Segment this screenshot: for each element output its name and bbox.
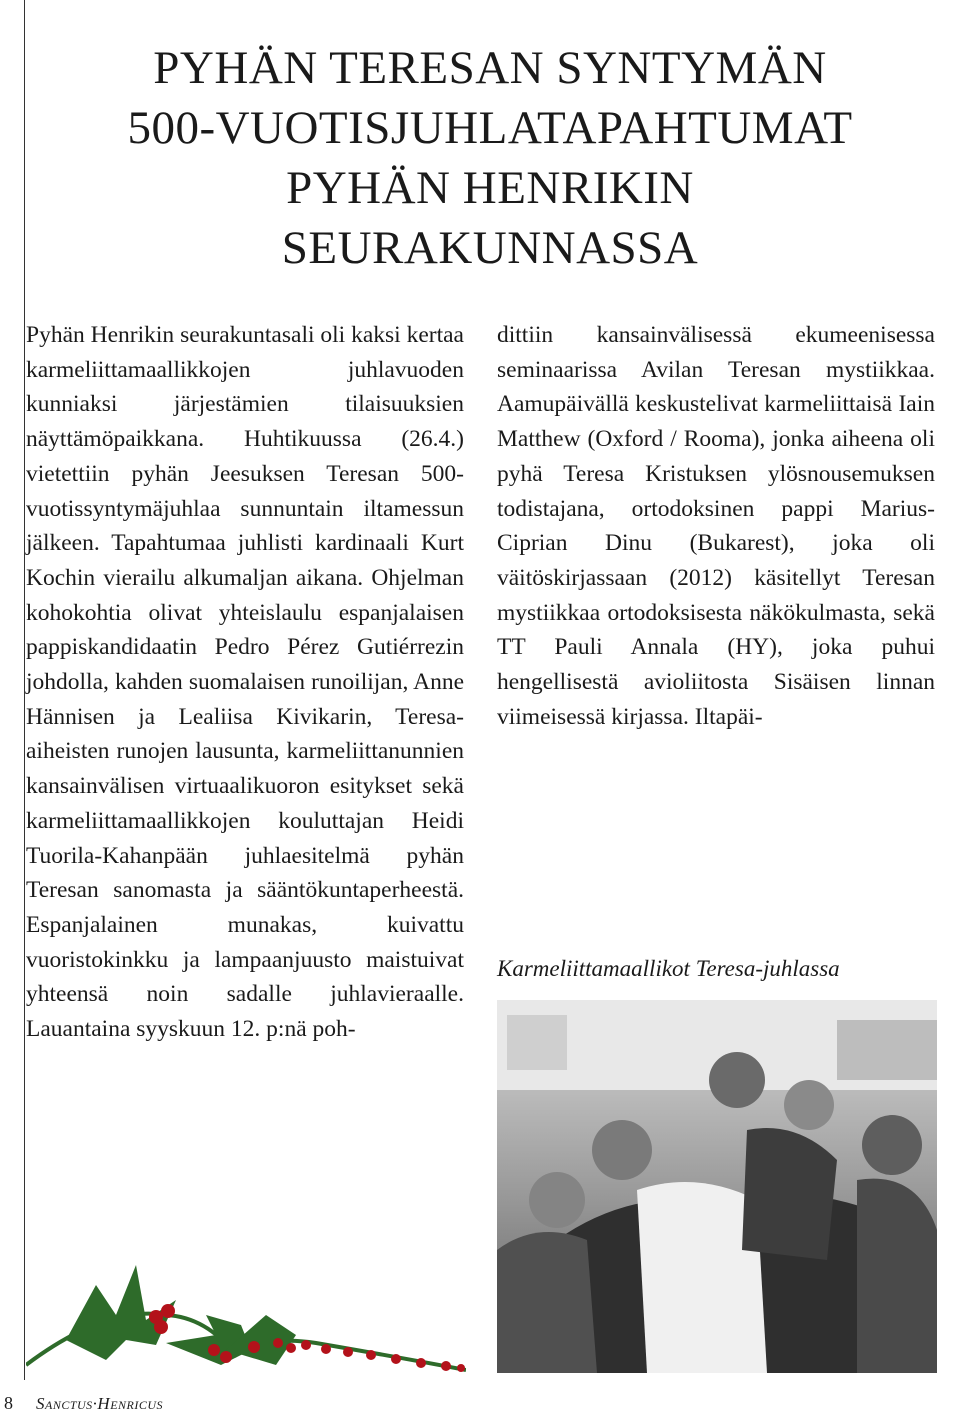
photo-caption: Karmeliittamaallikot Teresa-juhlassa: [497, 956, 840, 981]
group-photo: [497, 1000, 937, 1373]
page-number: 8: [4, 1393, 13, 1413]
article-right-column: [497, 318, 935, 734]
left-column-text: Pyhän Henrikin seurakuntasali oli kaksi kertaa karmeliittamaallikkojen juhlavuoden kunniaksi järjestämien tilaisuuksien näyttämöpaikkana. Huhtikuussa (26.4.) vietettiin pyhän Jeesuksen Teresan 500-vuotissyntymäjuhlaa sunnuntain iltamessun jälkeen. Tapahtumaa juhlisti kardinaali Kurt Kochin vierailu alkumaljan aikana. Ohjelman kohokohtia olivat yhteislaulu espanjalaisen pappiskandidaatin Pedro Pérez Gutiérrezin johdolla, kahden suomalaisen runoilijan, Anne Hännisen ja Lealiisa Kivikarin, Teresa-aiheisten runojen lausunta, karmeliittanunnien kansainvälisen virtuaalikuoron esitykset sekä karmeliittamaallikkojen kouluttajan Heidi Tuorila-Kahanpään juhlaesitelmä pyhän Teresan sanomasta ja sääntökuntaperheestä. Espanjalainen munakas, kuivattu vuoristokinkku ja lampaanjuusto maistuivat yhteensä noin sadalle juhlavieraalle. Lauantaina syyskuun 12. p:nä poh-: [26, 322, 464, 1043]
right-column-text: dittiin kansainvälisessä ekumeenisessa seminaarissa Avilan Teresan mystiikkaa. Aamupäivällä keskustelivat karmeliittaisä Iain Matthew (Oxford / Rooma), jonka aiheena oli pyhä Teresa Kristuksen ylösnousemuksen todistajana, ortodoksinen pappi Marius-Ciprian Dinu (Bukarest), joka oli väitöskirjassaan (2012) käsitellyt Teresan mystiikkaa ortodoksisesta näkökulmasta, sekä TT Pauli Annala (HY), joka puhui hengellisestä avioliitosta Sisäisen linnan viimeisessä kirjassa. Iltapäi-: [497, 322, 935, 730]
title-line-3: PYHÄN HENRIKIN: [286, 162, 694, 214]
article-left-column: [26, 318, 464, 1047]
group-photo-image: [497, 1000, 937, 1373]
journal-name: Sanctus·Henricus: [36, 1394, 164, 1413]
title-line-4: SEURAKUNNASSA: [281, 222, 699, 274]
title-line-2: 500-VUOTISJUHLATAPAHTUMAT: [127, 102, 853, 154]
article-title: [40, 38, 940, 278]
holly-decoration: [26, 1245, 466, 1375]
title-line-1: PYHÄN TERESAN SYNTYMÄN: [153, 42, 827, 94]
